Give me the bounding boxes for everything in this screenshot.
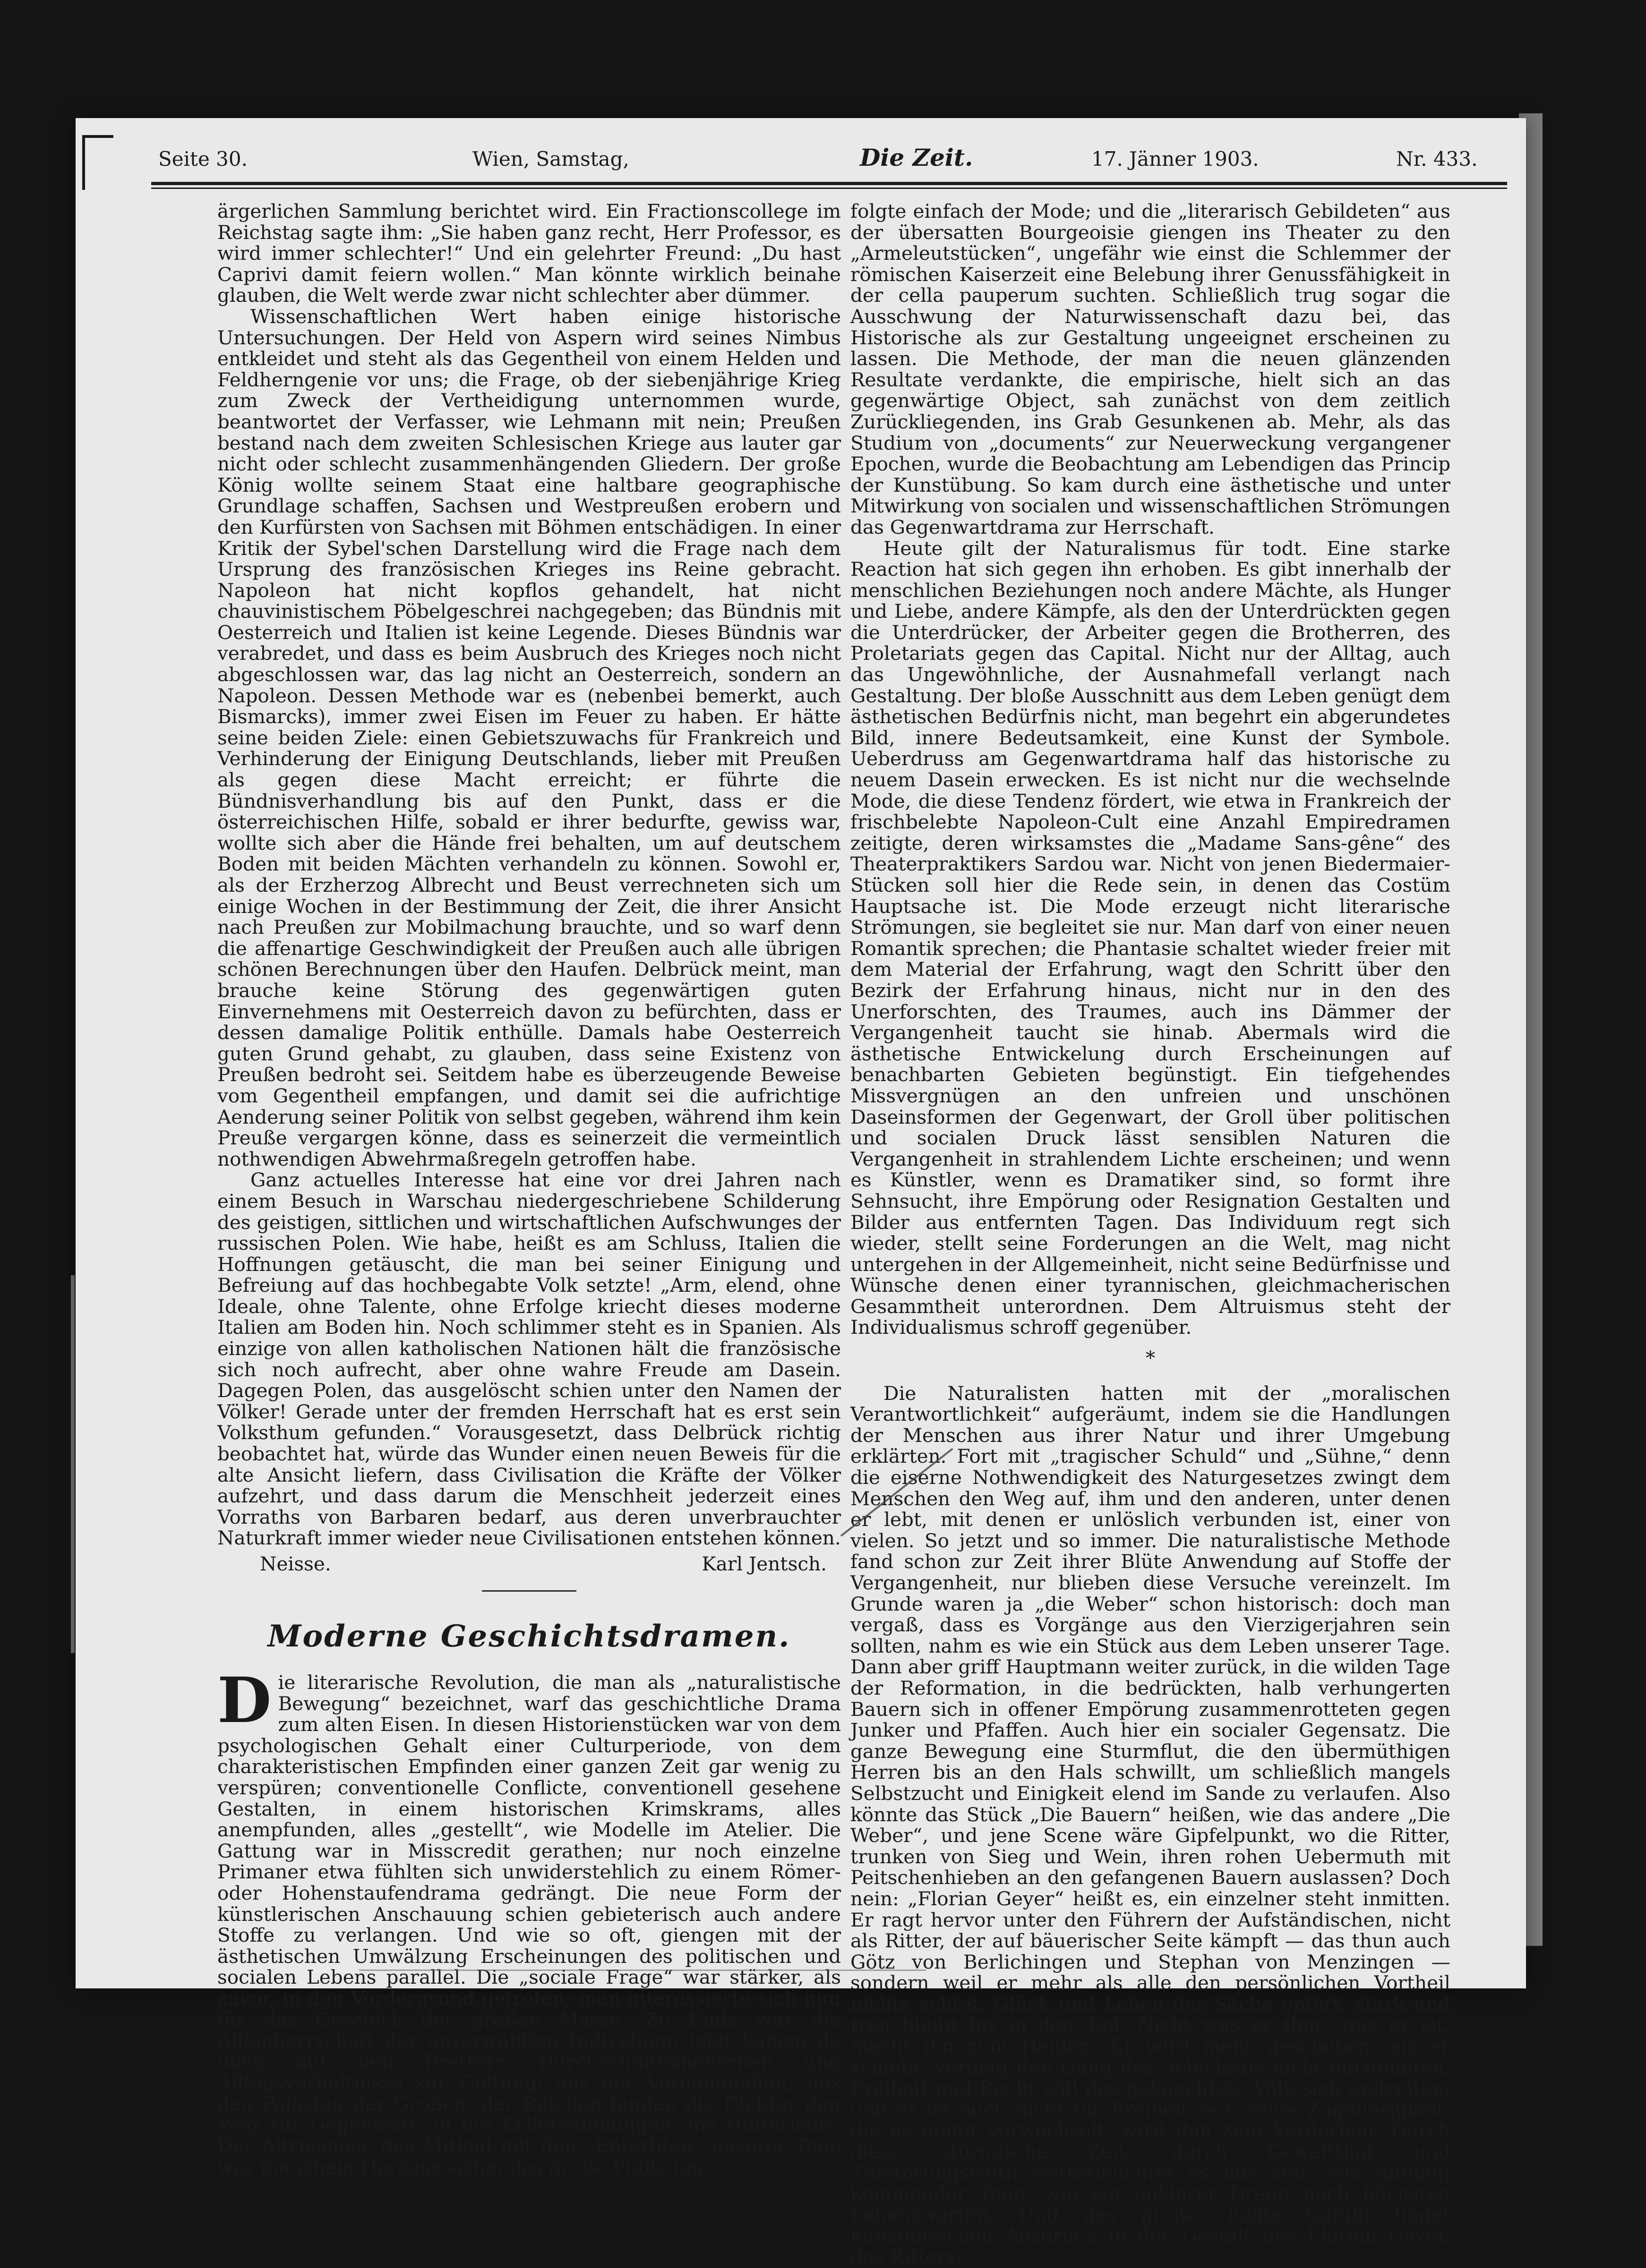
section-asterisk: * xyxy=(1145,1347,1156,1370)
paragraph: Ganz actuelles Interesse hat eine vor drei Jahren nach einem Besuch in Warschau niedergeschriebene Schilderung des geistigen, sittlichen und wirtschaftlichen Aufschwunges der russischen Polen. Wie habe, heißt es am Schluss, Italien die Hoffnungen getäuscht, die man bei seiner Einigung und Befreiung auf das hochbegabte Volk setzte! „Arm, elend, ohne Ideale, ohne Talente, ohne Erfolge kriecht dieses moderne Italien am Boden hin. Noch schlimmer steht es in Spanien. Als einzige von allen katholischen Nationen hält die französische sich noch aufrecht, aber ohne wahre Freude am Dasein. Dagegen Polen, das ausgelöscht schien unter den Namen der Völker! Gerade unter der fremden Herrschaft hat es erst sein Volksthum gefunden.“ Vorausgesetzt, dass Delbrück richtig beobachtet hat, würde das Wunder einen neuen Beweis für die alte Ansicht liefern, dass Civilisation die Kräfte der Völker aufzehrt, und dass darum die Menschheit jederzeit eines Vorraths von Barbaren bedarf, aus deren unverbrauchter Naturkraft immer wieder neue Civilisationen entstehen können. xyxy=(217,1168,841,1550)
page-edge-shadow-left xyxy=(71,1275,75,1653)
signature-row xyxy=(217,1549,841,1577)
article-title: Moderne Geschichtsdramen. xyxy=(267,1619,791,1654)
drop-cap: D xyxy=(217,1664,272,1737)
crop-mark xyxy=(82,135,113,190)
right-column xyxy=(850,201,1450,2268)
place-weekday: Wien, Samstag, xyxy=(472,147,629,171)
paragraph: ärgerlichen Sammlung berichtet wird. Ein Fractionscollege im Reichstag sagte ihm: „Sie haben ganz recht, Herr Professor, es wird immer schlechter!“ Und ein gelehrter Freund: „Du hast Caprivi damit feiern wollen.“ Man könnte wirklich beinahe glauben, die Welt werde zwar nicht schlechter aber dümmer. xyxy=(217,200,841,307)
issue-number: Nr. 433. xyxy=(1396,147,1478,171)
article-separator xyxy=(482,1590,576,1592)
page-number: Seite 30. xyxy=(158,147,248,171)
paragraph xyxy=(217,1664,841,2178)
paragraph: Die Naturalisten hatten mit der „moralischen Verantwortlichkeit“ aufgeräumt, indem sie die Handlungen der Menschen aus ihrer Natur und ihrer Umgebung erklärten. Fort mit „tragischer Schuld“ und „Sühne,“ denn die eiserne Nothwendigkeit des Naturgesetzes zwingt dem Menschen den Weg auf, ihm und den anderen, unter denen er lebt, mit denen er unlöslich verbunden ist, einer von vielen. So jetzt und so immer. Die naturalistische Methode fand schon zur Zeit ihrer Blüte Anwendung auf Stoffe der Vergangenheit, nur blieben diese Versuche vereinzelt. Im Grunde waren ja „die Weber“ schon historisch: doch man vergaß, dass es Vorgänge aus den Vierzigerjahren sein sollten, nahm es wie ein Stück aus dem Leben unserer Tage. Dann aber griff Hauptmann weiter zurück, in die wilden Tage der Reformation, in die bedrückten, halb verhungerten Bauern sich in offener Empörung zusammenrotteten gegen Junker und Pfaffen. Auch hier ein socialer Gegensatz. Die ganze Bewegung eine Sturmflut, die den übermüthigen Herren bis an den Hals schwillt, um schließlich mangels Selbstzucht und Einigkeit elend im Sande zu verlaufen. Also könnte das Stück „Die Bauern“ heißen, wie das andere „Die Weber“, und jene Scene wäre Gipfelpunkt, wo die Ritter, trunken von Sieg und Wein, ihren rohen Uebermuth mit Peitschenhieben an den gefangenen Bauern auslassen? Doch nein: „Florian Geyer“ heißt es, ein einzelner steht inmitten. Er ragt hervor unter den Führern der Aufständischen, nicht als Ritter, der auf bäuerischer Seite kämpft — das thun auch Götz von Berlichingen und Stephan von Menzingen — sondern weil er mehr als alle den persönlichen Vortheil nichts achtet, Glück und Leben der Sache opfert, stark und treu bleibt bis in den Tod. Nicht was er thut: was er ist, macht ihn zum Helden. Er wird mehr geschoben, als er schiebt, vermag den Gang des Schicksals nicht aufzuhalten. Freiheit und Recht will das geknechtete Volk sich erstreiten, und es ist noch nicht für Freiheit reif: seine Zügellosigkeit, die es damit verwechselt, wird ihm zum Verderben. Durch diese stürmische Zeit, durch Gewaltthat und Zerstörungswuth wetterleuchtet es nur erst, wie Ahnung kommender Tage, wie ein unklarer Drang nach höchsten Lebenswerten. Und das große, heiße Gefühl findet künstlerischen Ausdruck in der Gestalt des Florian Geyer, des Ritters, xyxy=(850,1381,1450,2268)
paragraph: Heute gilt der Naturalismus für todt. Eine starke Reaction hat sich gegen ihn erhoben. Es gibt innerhalb der menschlichen Beziehungen noch andere Mächte, als Hunger und Liebe, andere Kämpfe, als den der Unterdrückten gegen die Unterdrücker, der Arbeiter gegen die Brotherren, des Proletariats gegen das Capital. Nicht nur der Alltag, auch das Ungewöhnliche, der Ausnahmefall verlangt nach Gestaltung. Der bloße Ausschnitt aus dem Leben genügt dem ästhetischen Bedürfnis nicht, man begehrt ein abgerundetes Bild, innere Bedeutsamkeit, eine Kunst der Symbole. Ueberdruss am Gegenwartdrama half das historische zu neuem Dasein erwecken. Es ist nicht nur die wechselnde Mode, die diese Tendenz fördert, wie etwa in Frankreich der frischbelebte Napoleon-Cult eine Anzahl Empiredramen zeitigte, deren wirksamstes die „Madame Sans-gêne“ des Theaterpraktikers Sardou war. Nicht von jenen Biedermaier-Stücken soll hier die Rede sein, in denen das Costüm Hauptsache ist. Die Mode erzeugt nicht literarische Strömungen, sie begleitet sie nur. Man darf von einer neuen Romantik sprechen; die Phantasie schaltet wieder freier mit dem Material der Erfahrung, wagt den Schritt über den Bezirk der Erfahrung hinaus, nicht nur in den des Unerforschten, des Traumes, auch ins Dämmer der Vergangenheit taucht sie hinab. Abermals wird die ästhetische Entwickelung durch Erscheinungen auf benachbarten Gebieten begünstigt. Ein tiefgehendes Missvergnügen an den unfreien und unschönen Daseinsformen der Gegenwart, der Groll über politischen und socialen Druck lässt sensiblen Naturen die Vergangenheit in strahlendem Lichte erscheinen; und wenn es Künstler, wenn es Dramatiker sind, so formt ihre Sehnsucht, ihre Empörung oder Resignation Gestalten und Bilder aus entfernten Tagen. Das Individuum regt sich wieder, stellt seine Forderungen an die Welt, mag nicht untergehen in der Allgemeinheit, nicht seine Bedürfnisse und Wünsche denen einer tyrannischen, gleichmacherischen Gesammtheit unterordnen. Dem Altruismus steht der Individualismus schroff gegenüber. xyxy=(850,537,1450,1339)
issue-date: 17. Jänner 1903. xyxy=(1091,147,1259,171)
newspaper-title: Die Zeit. xyxy=(860,144,973,171)
left-column xyxy=(217,201,841,2177)
paragraph: folgte einfach der Mode; und die „literarisch Gebildeten“ aus der übersatten Bourgeoisie giengen ins Theater zu den „Armeleutstücken“, ungefähr wie einst die Schlemmer der römischen Kaiserzeit eine Belebung ihrer Genussfähigkeit in der cella pauperum suchten. Schließlich trug sogar die Ausschwung der Naturwissenschaft dazu bei, das Historische als zur Gestaltung ungeeignet erscheinen zu lassen. Die Methode, der man die neuen glänzenden Resultate verdankte, die empirische, hielt sich an das gegenwärtige Object, sah zunächst von dem zeitlich Zurückliegenden, ins Grab Gesunkenen ab. Mehr, als das Studium von „documents“ zur Neuerweckung vergangener Epochen, wurde die Beobachtung am Lebendigen das Princip der Kunstübung. So kam durch eine ästhetische und unter Mitwirkung von socialen und wissenschaftlichen Strömungen das Gegenwartdrama zur Herrschaft. xyxy=(850,200,1450,538)
page-header xyxy=(142,141,1502,183)
paragraph: Wissenschaftlichen Wert haben einige historische Untersuchungen. Der Held von Aspern wird seines Nimbus entkleidet und steht als das Gegentheil von einem Helden und Feldherngenie vor uns; die Frage, ob der siebenjährige Krieg zum Zweck der Vertheidigung unternommen wurde, beantwortet der Verfasser, wie Lehmann mit nein; Preußen bestand nach dem zweiten Schlesischen Kriege aus lauter gar nicht oder schlecht zusammenhängenden Gliedern. Der große König wollte seinem Staat eine haltbare geographische Grundlage schaffen, Sachsen und Westpreußen erobern und den Kurfürsten von Sachsen mit Böhmen entschädigen. In einer Kritik der Sybel'schen Darstellung wird die Frage nach dem Ursprung des französischen Krieges ins Reine gebracht. Napoleon hat nicht kopflos gehandelt, hat nicht chauvinistischem Pöbelgeschrei nachgegeben; das Bündnis mit Oesterreich und Italien ist keine Legende. Dieses Bündnis war verabredet, und dass es beim Ausbruch des Krieges noch nicht abgeschlossen war, das lag nicht an Oesterreich, sondern an Napoleon. Dessen Methode war es (nebenbei bemerkt, auch Bismarcks), immer zwei Eisen im Feuer zu haben. Er hätte seine beiden Ziele: einen Gebietszuwachs für Frankreich und Verhinderung der Einigung Deutschlands, lieber mit Preußen als gegen diese Macht erreicht; er führte die Bündnisverhandlung bis auf den Punkt, dass er die österreichischen Hilfe, sobald er ihrer bedurfte, gewiss war, wollte sich aber die Hände frei behalten, um auf deutschem Boden mit beiden Mächten verhandeln zu können. Sowohl er, als der Erzherzog Albrecht und Beust verrechneten sich um einige Wochen in der Bestimmung der Zeit, die ihrer Ansicht nach Preußen zur Mobilmachung brauchte, und so warf denn die affenartige Geschwindigkeit der Preußen auch alle übrigen schönen Berechnungen über den Haufen. Delbrück meint, man brauche keine Störung des gegenwärtigen guten Einvernehmens mit Oesterreich davon zu befürchten, dass er dessen damalige Politik enthülle. Damals habe Oesterreich guten Grund gehabt, zu glauben, dass seine Existenz von Preußen bedroht sei. Seitdem habe es überzeugende Beweise vom Gegentheil empfangen, und damit sei die aufrichtige Aenderung seiner Politik von selbst gegeben, während ihm kein Preuße vergargen könne, dass es seinerzeit die vermeintlich nothwendigen Abwehrmaßregeln getroffen habe. xyxy=(217,305,841,1170)
header-rule-thin xyxy=(151,188,1507,189)
newspaper-page xyxy=(76,118,1526,2268)
paragraph-text: ie literarische Revolution, die man als „naturalistische Bewegung“ bezeichnet, warf das geschichtliche Drama zum alten Eisen. In diesen Historienstücken war von dem psychologischen Gehalt einer Culturperiode, von dem charakteristischen Empfinden einer ganzen Zeit gar wenig zu verspüren; conventionelle Conflicte, conventionell gesehene Gestalten, in einem historischen Krimskrams, alles anempfunden, alles „gestellt“, wie Modelle im Atelier. Die Gattung war in Misscredit gerathen; nur noch einzelne Primaner etwa fühlten sich unwiderstehlich zu einem Römer- oder Hohenstaufendrama gedrängt. Die neue Form der künstlerischen Anschauung schien gebieterisch auch andere Stoffe zu verlangen. Und wie so oft, giengen mit der ästhetischen Umwälzung Erscheinungen des politischen und socialen Lebens parallel. Die „sociale Frage“ war stärker, als zuvor, in den Vordergrund getreten; man interessierte sich nun für das Geschick der großen Masse. Zu Ende war die Alleinherrschaft der auserwählten Individuen: jetzt kamen da oben auf den Brettern Durchschnittsmenschen und Alltagsverhältnisse zur Geltung; aus der Vergangenheit, aus den Palästen der Großen, der Reichen fanden die Dichter den Weg zur Gegenwart, in die Kellerwohnungen, ins Hinterhaus. Der Altruismus, das Mitleid mit den „Enterbten“ unserer Tage war manchem Herzenssache; das große Publicum xyxy=(217,1671,841,2178)
handwritten-scrawl xyxy=(359,1970,926,1999)
signature-place: Neisse. xyxy=(260,1552,331,1575)
signature-author: Karl Jentsch. xyxy=(702,1552,827,1575)
header-rule xyxy=(151,182,1507,185)
